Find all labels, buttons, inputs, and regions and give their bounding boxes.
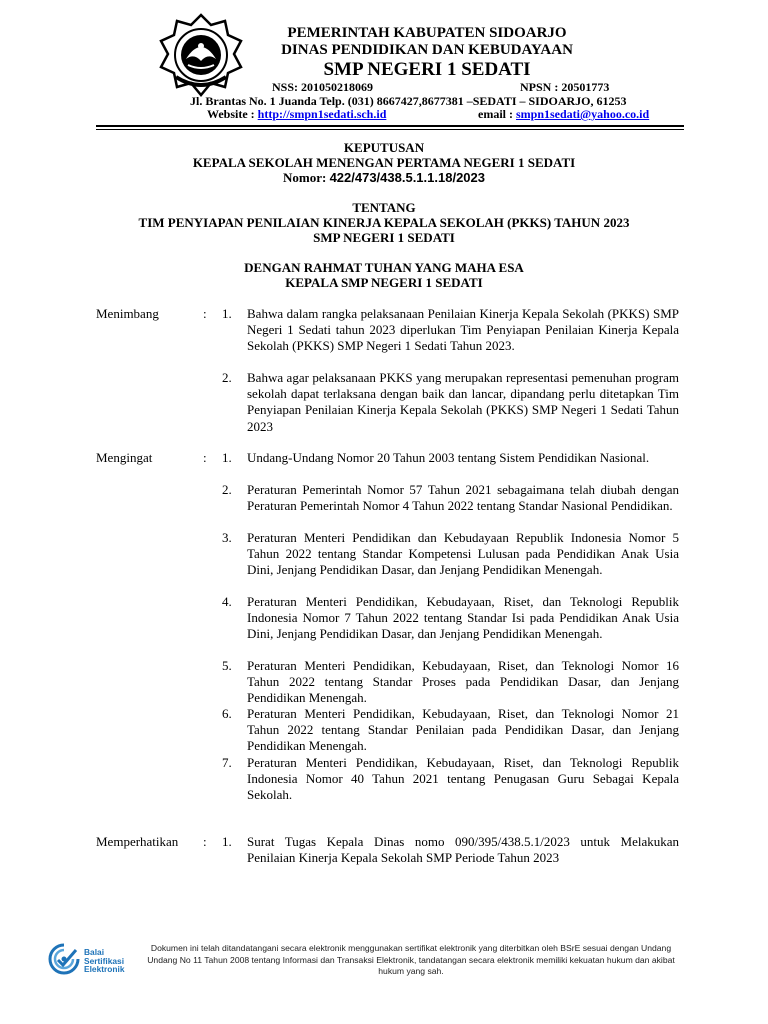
decree-issuer: KEPALA SEKOLAH MENENGAN PERTAMA NEGERI 1 SEDATI (192, 155, 576, 170)
mengingat-label: Mengingat (96, 450, 153, 465)
mengingat-item-7: Peraturan Menteri Pendidikan, Kebudayaan, Riset, dan Teknologi Republik Indonesia Nomor 40 Tahun 2021 tentang Penugasan Guru Sebagai Kepala Sekolah. (247, 755, 679, 803)
mengingat-num-6: 6. (222, 706, 232, 721)
email-link[interactable]: smpn1sedati@yahoo.co.id (516, 107, 650, 121)
mengingat-num-3: 3. (222, 530, 232, 545)
mengingat-num-5: 5. (222, 658, 232, 673)
mengingat-num-1: 1. (222, 450, 232, 465)
mengingat-item-2: Peraturan Pemerintah Nomor 57 Tahun 2021 sebagaimana telah diubah dengan Peraturan Pemerintah Nomor 4 Tahun 2022 tentang Standar Nasional Pendidikan. (247, 482, 679, 514)
about-line1: TIM PENYIAPAN PENILAIAN KINERJA KEPALA SEKOLAH (PKKS) TAHUN 2023 (138, 215, 630, 230)
decree-number: 422/473/438.5.1.1.18/2023 (329, 170, 485, 185)
about-line2: SMP NEGERI 1 SEDATI (313, 230, 455, 245)
menimbang-num-2: 2. (222, 370, 232, 385)
mengingat-num-4: 4. (222, 594, 232, 609)
address: Jl. Brantas No. 1 Juanda Telp. (031) 8667427,8677381 –SEDATI – SIDOARJO, 61253 (190, 94, 627, 108)
grace-line1: DENGAN RAHMAT TUHAN YANG MAHA ESA (244, 260, 524, 275)
npsn: NPSN : 20501773 (520, 80, 610, 94)
memperhatikan-label: Memperhatikan (96, 834, 179, 849)
mengingat-item-5: Peraturan Menteri Pendidikan, Kebudayaan, Riset, dan Teknologi Nomor 16 Tahun 2022 tentang Standar Proses pada Pendidikan Dasar, dan Jenjang Pendidikan Menengah. (247, 658, 679, 706)
bsre-logo (44, 942, 144, 976)
bsre-text-1: Balai (84, 947, 105, 957)
menimbang-label: Menimbang (96, 306, 159, 321)
bsre-logo-icon (44, 942, 84, 976)
mengingat-item-1: Undang-Undang Nomor 20 Tahun 2003 tentang Sistem Pendidikan Nasional. (247, 450, 650, 465)
bsre-text-3: Elektronik (84, 964, 125, 975)
decree-title: KEPUTUSAN (343, 140, 425, 155)
mengingat-item-6: Peraturan Menteri Pendidikan, Kebudayaan, Riset, dan Teknologi Nomor 21 Tahun 2022 tentang Standar Penilaian pada Pendidikan Dasar, dan Jenjang Pendidikan Menengah. (247, 706, 679, 754)
website-row (207, 107, 386, 122)
mengingat-item-4: Peraturan Menteri Pendidikan, Kebudayaan, Riset, dan Teknologi Republik Indonesia Nomor 7 Tahun 2022 tentang Standar Isi pada Pendidikan Anak Usia Dini, Jenjang Pendidikan Dasar, dan Jenjang Pendidikan Menengah. (247, 594, 679, 642)
website-link[interactable]: http://smpn1sedati.sch.id (257, 107, 387, 121)
bsre-text-2: Sertifikasi (84, 955, 125, 966)
menimbang-item-2: Bahwa agar pelaksanaan PKKS yang merupakan representasi pemenuhan program sekolah dapat terlaksana dengan baik dan lancar, dipandang perlu ditetapkan Tim Penyiapan Penilaian Kinerja Kepala Sekolah (PKKS) SMP Negeri 1 Sedati Tahun 2023 (247, 370, 679, 434)
website-label: Website : (207, 107, 255, 121)
mengingat-num-7: 7. (222, 755, 232, 770)
school-name: SMP NEGERI 1 SEDATI (323, 59, 531, 80)
email-label: email : (478, 107, 513, 121)
decree-number-label: Nomor: (282, 170, 327, 185)
mengingat-colon: : (203, 450, 207, 465)
mengingat-item-3: Peraturan Menteri Pendidikan dan Kebudayaan Republik Indonesia Nomor 5 Tahun 2022 tentang Standar Kompetensi Lulusan pada Pendidikan Anak Usia Dini, Jenjang Pendidikan Dasar, dan Jenjang Pendidikan Menengah. (247, 530, 679, 578)
menimbang-colon: : (203, 306, 207, 321)
letterhead-line2: DINAS PENDIDIKAN DAN KEBUDAYAAN (281, 42, 573, 58)
about-label: TENTANG (352, 200, 416, 215)
menimbang-item-1: Bahwa dalam rangka pelaksanaan Penilaian Kinerja Kepala Sekolah (PKKS) SMP Negeri 1 Sedati tahun 2023 diperlukan Tim Penyiapan Penilaian Kinerja Kepala Sekolah (PKKS) SMP Negeri 1 Sedati Tahun 2023. (247, 306, 679, 354)
memperhatikan-item-1: Surat Tugas Kepala Dinas nomo 090/395/438.5.1/2023 untuk Melakukan Penilaian Kinerja Kepala Sekolah SMP Periode Tahun 2023 (247, 834, 679, 866)
letterhead-divider-thin (96, 129, 684, 130)
mengingat-num-2: 2. (222, 482, 232, 497)
email-row (478, 107, 649, 122)
grace-line2: KEPALA SMP NEGERI 1 SEDATI (285, 275, 483, 290)
esign-notice: Dokumen ini telah ditandatangani secara elektronik menggunakan sertifikat elektronik yang diterbitkan oleh BSrE sesuai dengan Undang Undang No 11 Tahun 2008 tentang Informasi dan Transaksi Elektronik, tandatangan secara elektronik memiliki kekuatan hukum dan akibat hukum yang sah. (147, 943, 675, 976)
decree-number-row (0, 170, 768, 186)
nss: NSS: 201050218069 (272, 80, 374, 94)
memperhatikan-num-1: 1. (222, 834, 232, 849)
memperhatikan-colon: : (203, 834, 207, 849)
letterhead-divider (96, 125, 684, 127)
menimbang-num-1: 1. (222, 306, 232, 321)
letterhead-line1: PEMERINTAH KABUPATEN SIDOARJO (287, 25, 567, 41)
